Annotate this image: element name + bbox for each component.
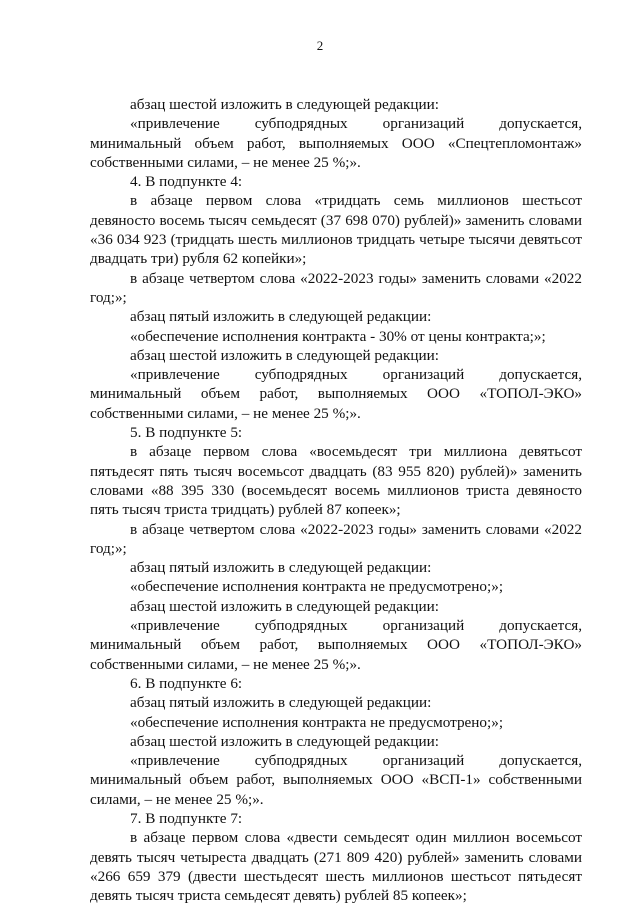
- paragraph-10: 5. В подпункте 5:: [130, 424, 243, 442]
- paragraph-8: абзац шестой изложить в следующей редакции:: [130, 346, 439, 364]
- paragraph-14: «обеспечение исполнения контракта не предусмотрено;»;: [130, 578, 504, 596]
- document-body: [90, 95, 582, 905]
- paragraph-20: абзац шестой изложить в следующей редакции:: [130, 732, 439, 750]
- paragraph-9: «привлечение субподрядных организаций допускается, минимальный объем работ, выполняемых ООО «ТОПОЛ-ЭКО» собственными силами, – не менее 25 %;».: [90, 366, 582, 422]
- paragraph-16: «привлечение субподрядных организаций допускается, минимальный объем работ, выполняемых ООО «ТОПОЛ-ЭКО» собственными силами, – не менее 25 %;».: [90, 617, 582, 673]
- paragraph-18: абзац пятый изложить в следующей редакции:: [130, 694, 432, 712]
- paragraph-22: 7. В подпункте 7:: [130, 809, 243, 827]
- page-number: 2: [316, 38, 324, 53]
- paragraph-1: абзац шестой изложить в следующей редакции:: [130, 96, 439, 113]
- paragraph-21: «привлечение субподрядных организаций допускается, минимальный объем работ, выполняемых ООО «ВСП-1» собственными силами, – не менее 25 %;».: [90, 752, 582, 808]
- paragraph-2: «привлечение субподрядных организаций допускается, минимальный объем работ, выполняемых ООО «Спецтепломонтаж» собственными силами, – не менее 25 %;».: [90, 115, 582, 171]
- paragraph-17: 6. В подпункте 6:: [130, 674, 243, 692]
- paragraph-12: в абзаце четвертом слова «2022-2023 годы» заменить словами «2022 год;»;: [90, 520, 582, 557]
- paragraph-4: в абзаце первом слова «тридцать семь миллионов шестьсот девяносто восемь тысяч семьдесят (37 698 070) рублей)» заменить словами «36 034 923 (тридцать шесть миллионов тридцать четыре тысячи девятьсот двадцать три) рубля 62 копейки»;: [90, 192, 582, 268]
- paragraph-11: в абзаце первом слова «восемьдесят три миллиона девятьсот пятьдесят пять тысяч восемьсот двадцать (83 955 820) рублей)» заменить словами «88 395 330 (восемьдесят восемь миллионов триста девяносто пять тысяч триста тридцать) рублей 87 копеек»;: [90, 443, 582, 519]
- paragraph-6: абзац пятый изложить в следующей редакции:: [130, 308, 432, 326]
- paragraph-19: «обеспечение исполнения контракта не предусмотрено;»;: [130, 713, 504, 731]
- paragraph-3: 4. В подпункте 4:: [130, 173, 243, 191]
- paragraph-13: абзац пятый изложить в следующей редакции:: [130, 559, 432, 577]
- paragraph-15: абзац шестой изложить в следующей редакции:: [130, 597, 439, 615]
- paragraph-23: в абзаце первом слова «двести семьдесят один миллион восемьсот девять тысяч четыреста двадцать (271 809 420) рублей» заменить словами «266 659 379 (двести шестьдесят шесть миллионов шестьсот пятьдесят девять тысяч триста семьдесят девять) рублей 85 копеек»;: [90, 829, 582, 905]
- paragraph-7: «обеспечение исполнения контракта - 30% от цены контракта;»;: [130, 327, 546, 345]
- paragraph-5: в абзаце четвертом слова «2022-2023 годы» заменить словами «2022 год;»;: [90, 269, 582, 306]
